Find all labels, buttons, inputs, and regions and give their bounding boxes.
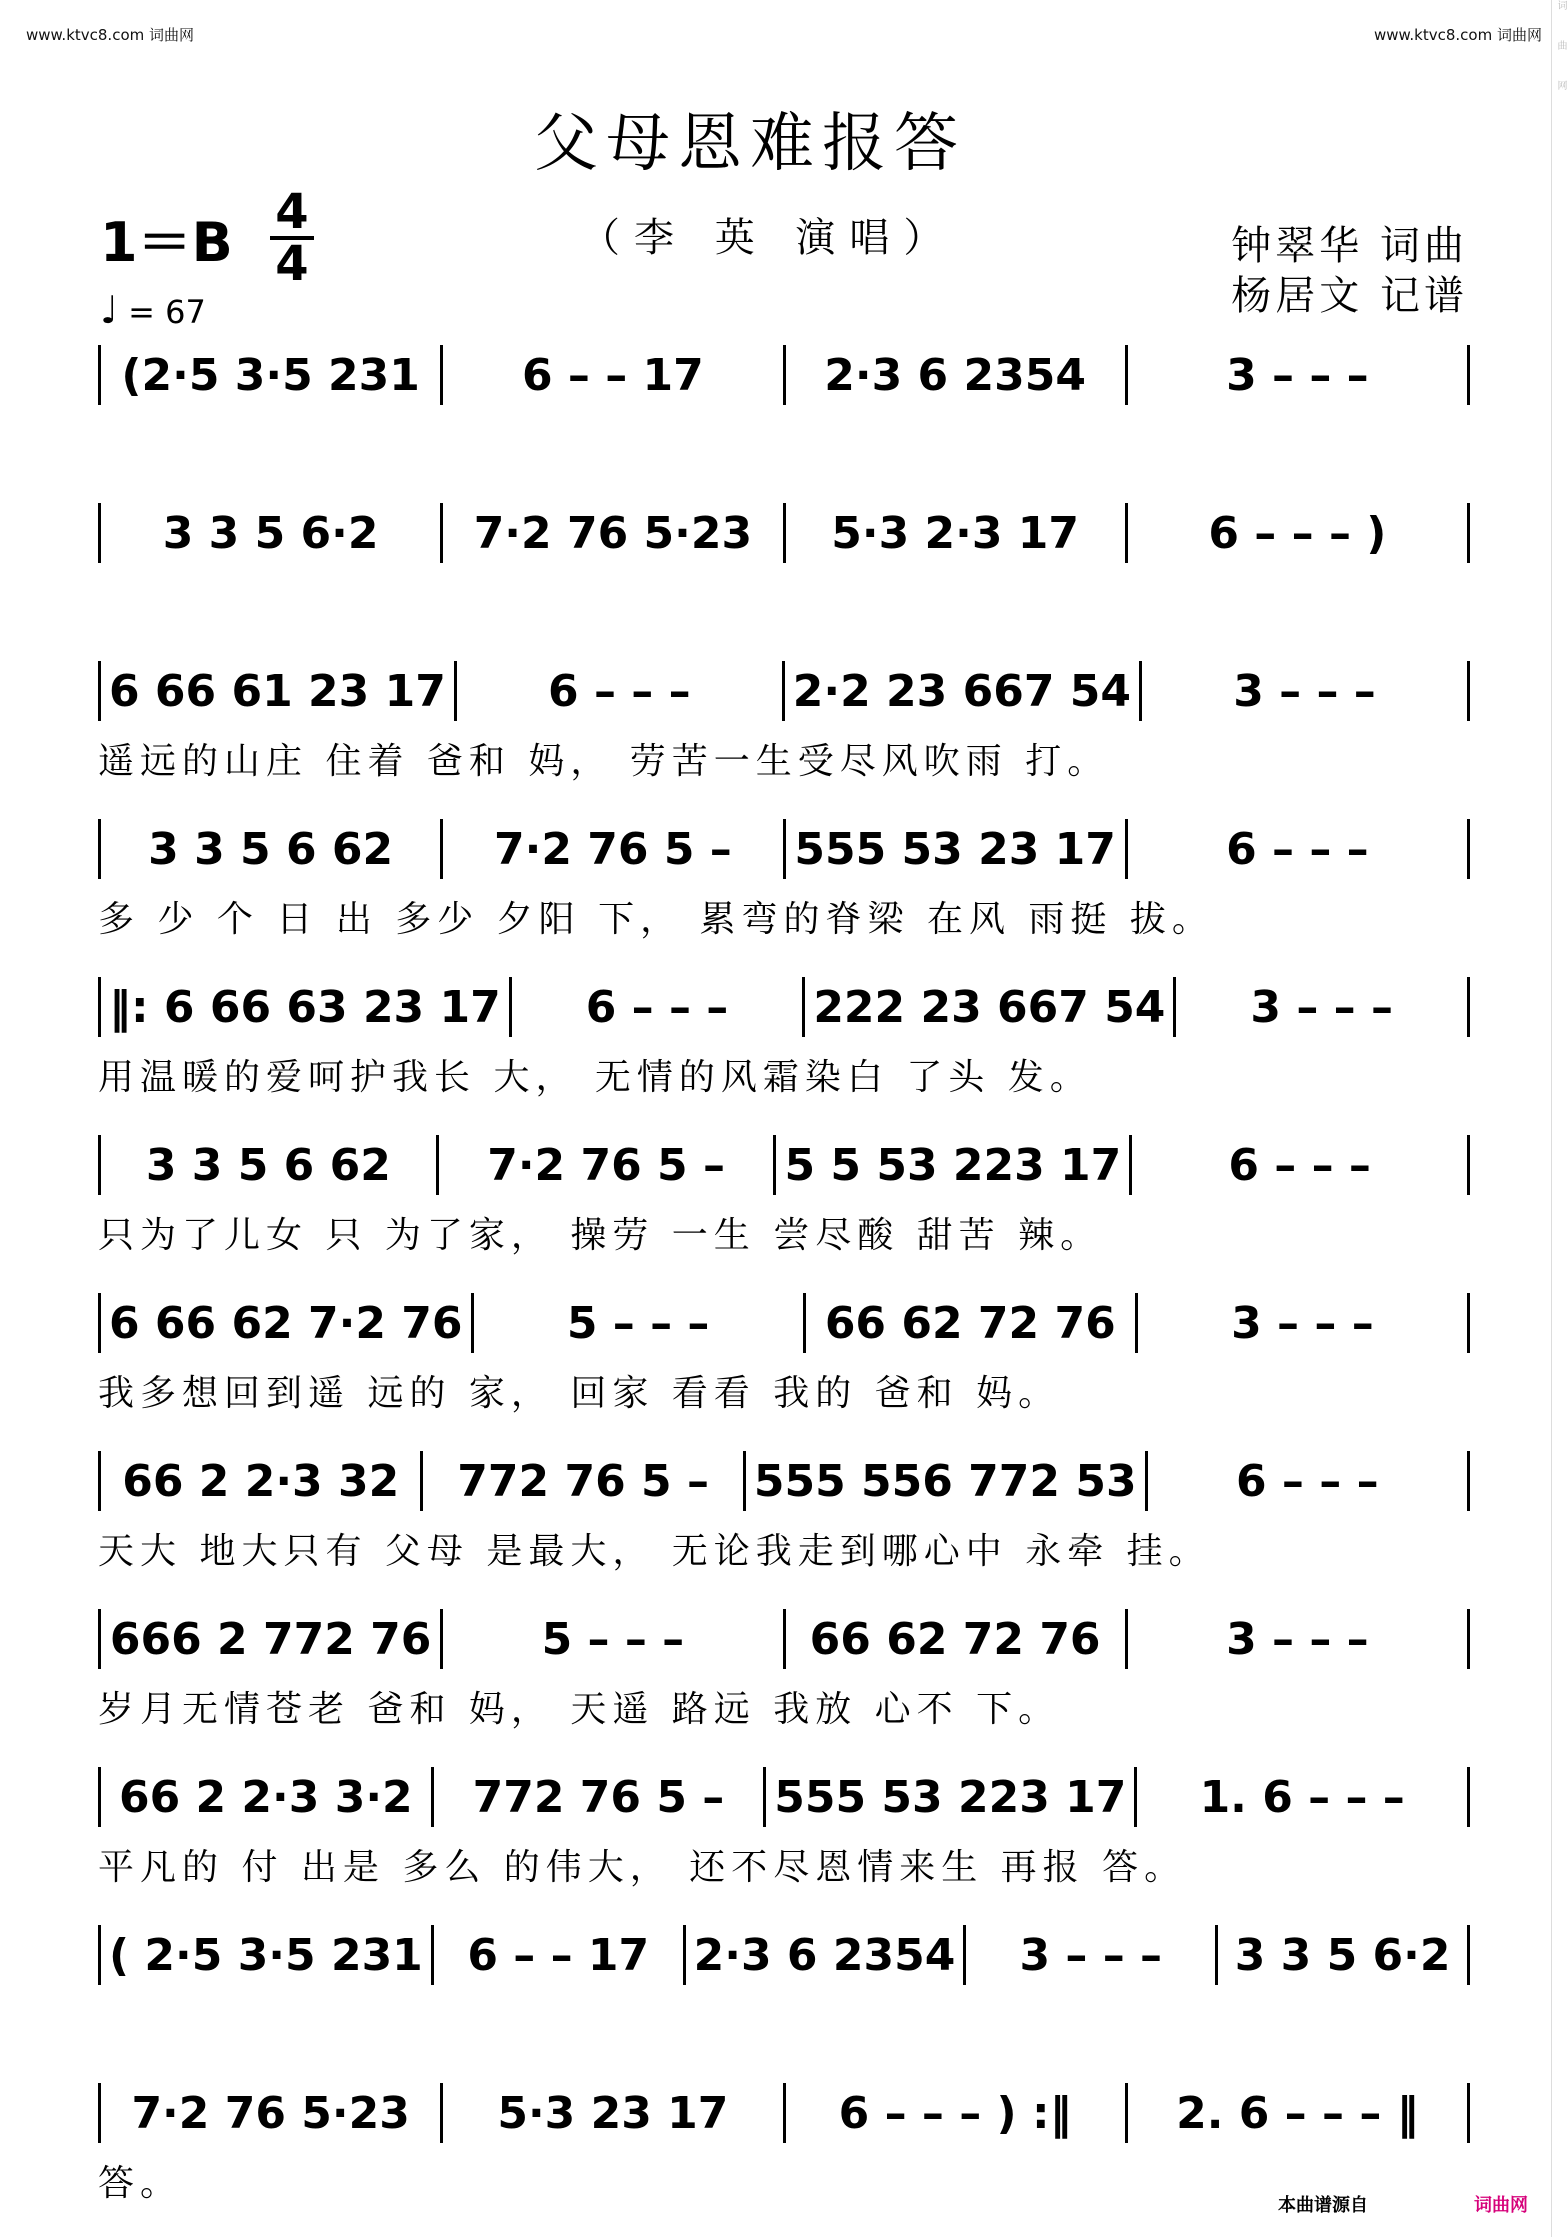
song-title: 父母恩难报答 (534, 107, 966, 181)
score-row (98, 977, 1470, 1037)
measure: 772 76 5 – (423, 1451, 745, 1511)
notation-line (98, 1767, 1470, 1827)
score-row (98, 1293, 1470, 1353)
performer: （李 英 演唱） (580, 215, 958, 261)
measure: 6 – – – (457, 661, 785, 721)
notation-line (98, 819, 1470, 879)
measure: 5·3 2·3 17 (786, 503, 1128, 563)
measure: 555 53 223 17 (766, 1767, 1137, 1827)
lyric-line: 只为了儿女 只 为了家， 操劳 一生 尝尽酸 甜苦 辣。 (98, 1215, 1103, 1256)
measure: ( 2·5 3·5 231 (98, 1925, 434, 1985)
key-signature: 1＝B (100, 211, 233, 274)
measure: ‖: 6 66 63 23 17 (98, 977, 512, 1037)
lyric-line: 用温暖的爱呵护我长 大， 无情的风霜染白 了头 发。 (98, 1057, 1092, 1098)
measure: 6 – – – (1128, 819, 1470, 879)
score-row (98, 345, 1470, 405)
lyric-line: 遥远的山庄 住着 爸和 妈， 劳苦一生受尽风吹雨 打。 (98, 741, 1110, 782)
measure: 6 66 62 7·2 76 (98, 1293, 474, 1353)
measure: 3 – – – (1176, 977, 1470, 1037)
tempo-marking (100, 288, 206, 332)
measure: 7·2 76 5·23 (443, 503, 785, 563)
notation-line (98, 503, 1470, 563)
notation-line (98, 1293, 1470, 1353)
quarter-note-icon: ♩ (100, 288, 118, 332)
measure: 3 – – – (1128, 1609, 1470, 1669)
score-row (98, 1451, 1470, 1511)
lyric-line: 我多想回到遥 远的 家， 回家 看看 我的 爸和 妈。 (98, 1373, 1061, 1414)
source-note: 本曲谱源自 (1278, 2195, 1368, 2216)
measure: 66 62 72 76 (786, 1609, 1128, 1669)
measure: 2·3 6 2354 (686, 1925, 967, 1985)
tempo-value: = 67 (128, 293, 206, 331)
transcriber-credit: 杨居文 记谱 (1231, 273, 1468, 319)
score-row (98, 661, 1470, 721)
score-row (98, 819, 1470, 879)
score-row (98, 1135, 1470, 1195)
measure: 2·3 6 2354 (786, 345, 1128, 405)
notation-line (98, 1135, 1470, 1195)
site-header-left: www.ktvc8.com 词曲网 (26, 26, 195, 44)
measure: 3 3 5 6 62 (98, 1135, 439, 1195)
measure: 222 23 667 54 (805, 977, 1176, 1037)
measure: 6 – – 17 (434, 1925, 686, 1985)
measure: 7·2 76 5 – (439, 1135, 777, 1195)
measure: 666 2 772 76 (98, 1609, 443, 1669)
score-row (98, 1925, 1470, 1985)
measure: 2·2 23 667 54 (785, 661, 1142, 721)
score-row (98, 503, 1470, 563)
time-signature (270, 184, 314, 292)
lyric-line: 天大 地大只有 父母 是最大， 无论我走到哪心中 永牵 挂。 (98, 1531, 1211, 1572)
lyric-line: 答。 (98, 2163, 183, 2204)
score-row (98, 2083, 1470, 2143)
watermark-side-strip: 词曲网 (1551, 0, 1568, 2237)
footer-site-name: 词曲网 (1474, 2195, 1528, 2216)
measure: (2·5 3·5 231 (98, 345, 443, 405)
measure: 3 3 5 6·2 (1218, 1925, 1470, 1985)
measure: 3 3 5 6·2 (98, 503, 443, 563)
measure: 66 62 72 76 (806, 1293, 1138, 1353)
notation-line (98, 1609, 1470, 1669)
measure: 5 – – – (474, 1293, 806, 1353)
measure: 6 – – – ) :‖ (786, 2083, 1128, 2143)
lyricist-composer-credit: 钟翠华 词曲 (1231, 223, 1468, 269)
notation-line (98, 1925, 1470, 1985)
measure: 7·2 76 5·23 (98, 2083, 443, 2143)
notation-line (98, 661, 1470, 721)
measure: 6 – – – (1148, 1451, 1470, 1511)
lyric-line: 岁月无情苍老 爸和 妈， 天遥 路远 我放 心不 下。 (98, 1689, 1061, 1730)
measure: 6 – – – (512, 977, 806, 1037)
measure: 66 2 2·3 3·2 (98, 1767, 434, 1827)
lyric-line: 平凡的 付 出是 多么 的伟大， 还不尽恩情来生 再报 答。 (98, 1847, 1187, 1888)
measure: 6 66 61 23 17 (98, 661, 457, 721)
measure: 5 5 53 223 17 (776, 1135, 1132, 1195)
measure: 7·2 76 5 – (443, 819, 785, 879)
score-row (98, 1767, 1470, 1827)
measure: 6 – – – ) (1128, 503, 1470, 563)
site-header-right: www.ktvc8.com 词曲网 (1373, 26, 1542, 44)
measure: 6 – – 17 (443, 345, 785, 405)
notation-line (98, 345, 1470, 405)
measure: 5 – – – (443, 1609, 785, 1669)
measure: 555 556 772 53 (746, 1451, 1148, 1511)
measure: 3 – – – (1128, 345, 1470, 405)
measure: 1. 6 – – – (1137, 1767, 1470, 1827)
score-row (98, 1609, 1470, 1669)
time-signature-bottom: 4 (275, 236, 309, 292)
measure: 6 – – – (1132, 1135, 1470, 1195)
notation-line (98, 1451, 1470, 1511)
measure: 2. 6 – – – ‖ (1128, 2083, 1470, 2143)
measure: 3 – – – (1142, 661, 1470, 721)
notation-line (98, 2083, 1470, 2143)
measure: 772 76 5 – (434, 1767, 767, 1827)
measure: 3 – – – (966, 1925, 1218, 1985)
measure: 3 – – – (1138, 1293, 1470, 1353)
measure: 66 2 2·3 32 (98, 1451, 423, 1511)
measure: 555 53 23 17 (786, 819, 1128, 879)
time-signature-top: 4 (270, 188, 314, 240)
lyric-line: 多 少 个 日 出 多少 夕阳 下， 累弯的脊梁 在风 雨挺 拔。 (98, 899, 1214, 940)
notation-line (98, 977, 1470, 1037)
measure: 3 3 5 6 62 (98, 819, 443, 879)
measure: 5·3 23 17 (443, 2083, 785, 2143)
